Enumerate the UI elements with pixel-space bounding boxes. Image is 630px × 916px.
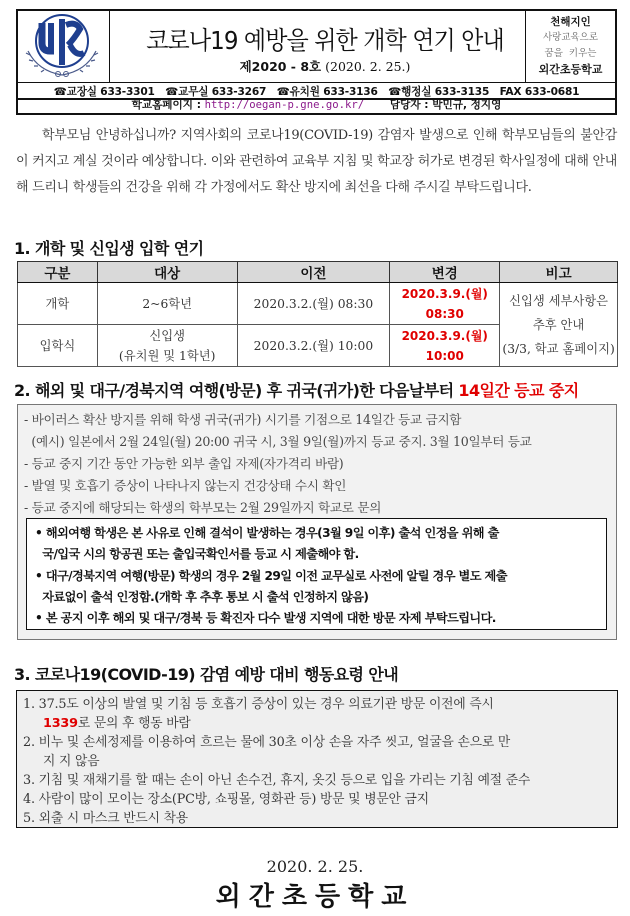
issue-number: 제2020 - 8호: [239, 59, 322, 74]
contact-label: 교장실: [66, 86, 97, 98]
guideline-item: 3. 기침 및 재채기를 할 때는 손이 아닌 손수건, 휴지, 옷깃 등으로 입을 가리는 기침 예절 준수: [23, 773, 531, 788]
school-emblem-icon: [18, 11, 106, 79]
homepage-label: 학교홈페이지 :: [131, 99, 201, 111]
footer-date: 2020. 2. 25.: [266, 857, 364, 876]
cell-after: [390, 325, 500, 367]
col-header-before: 이전: [237, 262, 390, 283]
contact-person-label: 담당자 :: [389, 99, 429, 111]
note-line: 신입생 세부사항은: [509, 293, 609, 308]
contact-number: 633-3301: [100, 86, 155, 98]
section-2-title-text: 2. 해외 및 대구/경북지역 여행(방문) 후 귀국(귀가)한 다음날부터: [14, 381, 459, 400]
issue-line: [109, 57, 541, 75]
cell-before: 2020.3.2.(월) 08:30: [237, 283, 390, 325]
cell-target: [97, 325, 237, 367]
phone-icon: ☎: [388, 86, 402, 98]
document-title: 코로나19 예방을 위한 개학 연기 안내: [146, 26, 504, 55]
letterhead-top-row: [18, 11, 615, 83]
info-item: - 바이러스 확산 방지를 위해 학생 귀국(귀가) 시기를 기점으로 14일간 등교 금지함: [24, 412, 462, 427]
notice-line: 자료없이 출석 인정함.(개학 후 추후 통보 시 출석 인정하지 않음): [35, 590, 369, 604]
contact-person: 박민규, 정지영: [432, 99, 502, 111]
info-item: (예시) 일본에서 2월 24일(월) 20:00 귀국 시, 3월 9일(월)까지 등교 중지. 3월 10일부터 등교: [24, 434, 532, 449]
guideline-item-continued: 지 지 않음: [43, 754, 100, 769]
contact-label: 교무실: [178, 86, 209, 98]
contact-label: 유치원: [289, 86, 320, 98]
cell-type: 입학식: [18, 325, 98, 367]
guideline-item: 4. 사람이 많이 모이는 장소(PC방, 쇼핑몰, 영화관 등) 방문 및 병문안 금지: [23, 792, 429, 807]
after-date: 2020.3.9.(월): [401, 286, 488, 301]
info-item: - 발열 및 호흡기 증상이 나타나지 않는지 건강상태 수시 확인: [24, 478, 347, 493]
target-line: 신입생: [149, 328, 185, 343]
section-2-title: [14, 378, 579, 401]
section-2-title-highlight: 14일간 등교 중지: [458, 381, 579, 400]
target-line: (유치원 및 1학년): [118, 348, 216, 363]
letterhead-right-border: [615, 95, 617, 115]
motto-line-1: 천해지인: [550, 16, 591, 28]
hotline-number: 1339: [43, 716, 78, 731]
col-header-target: 대상: [97, 262, 237, 283]
cell-after: [390, 283, 500, 325]
issue-date: (2020. 2. 25.): [325, 59, 411, 74]
info-item: - 등교 중지 기간 동안 가능한 외부 출입 자제(자가격리 바람): [24, 456, 344, 471]
fax-number: 633-0681: [524, 86, 580, 98]
phone-icon: ☎: [165, 86, 179, 98]
footer-school-name: 외간초등학교: [215, 882, 415, 912]
notice-line: • 대구/경북지역 여행(방문) 학생의 경우 2월 29일 이전 교무실로 사전에 알릴 경우 별도 제출: [35, 569, 507, 583]
title-cell: [109, 11, 541, 82]
contact-number: 633-3135: [434, 86, 490, 98]
letterhead-left-border: [16, 95, 18, 115]
guideline-item: 5. 외출 시 마스크 반드시 착용: [23, 811, 188, 826]
homepage-link[interactable]: http://oegan-p.gne.go.kr/: [204, 99, 365, 111]
note-line: 추후 안내: [532, 317, 585, 332]
phone-icon: ☎: [276, 86, 290, 98]
guideline-item-continued: [43, 712, 191, 731]
schedule-table: [17, 261, 618, 367]
contact-number: 633-3267: [211, 86, 267, 98]
contact-number: 633-3136: [323, 86, 378, 98]
section-1-title: 1. 개학 및 신입생 입학 연기: [14, 239, 204, 258]
cell-type: 개학: [18, 283, 98, 325]
quarantine-info-box: [17, 404, 617, 640]
motto-school-name: 외간초등학교: [538, 63, 603, 76]
school-emblem-cell: [18, 11, 110, 82]
after-time: 10:00: [425, 348, 464, 363]
intro-paragraph: 학부모님 안녕하십니까? 지역사회의 코로나19(COVID-19) 감염자 발생으로 인해 학부모님들의 불안감이 커지고 계실 것이라 예상합니다. 이와 관련하여 교육부 지침 및 학교장 허가로 변경된 학사일정에 대해 안내해 드리니 학생들의 건강을 위해 각 가정에서도 확산 방지에 최선을 다해 주시길 부탁드립니다.: [16, 128, 617, 195]
notice-line: 국/입국 시의 항공권 또는 출입국확인서를 등교 시 제출해야 함.: [35, 547, 359, 561]
col-header-after: 변경: [390, 262, 500, 283]
notice-line: • 해외여행 학생은 본 사유로 인해 결석이 발생하는 경우(3월 9일 이후) 출석 인정을 위해 출: [35, 526, 499, 540]
col-header-note: 비고: [500, 262, 618, 283]
cell-target: 2~6학년: [97, 283, 237, 325]
note-line: (3/3, 학교 홈페이지): [502, 341, 615, 356]
table-row: [18, 283, 618, 325]
attendance-notice-box: [26, 518, 607, 630]
guideline-text: 로 문의 후 행동 바람: [77, 716, 191, 731]
after-date: 2020.3.9.(월): [401, 328, 488, 343]
guideline-item: 2. 비누 및 손세정제를 이용하여 흐르는 물에 30초 이상 손을 자주 씻고, 얼굴을 손으로 만: [23, 735, 511, 750]
prevention-guidelines-box: [16, 690, 618, 828]
section-3-title: 3. 코로나19(COVID-19) 감염 예방 대비 행동요령 안내: [14, 665, 399, 684]
guideline-item: 1. 37.5도 이상의 발열 및 기침 등 호흡기 증상이 있는 경우 의료기관 방문 이전에 즉시: [23, 697, 494, 712]
notice-line: • 본 공지 이후 해외 및 대구/경북 등 확진자 다수 발생 지역에 대한 방문 자제 부탁드립니다.: [35, 611, 496, 625]
letterhead: [16, 9, 617, 100]
motto-line-2: 사랑교육으로: [542, 32, 599, 43]
contact-label: 행정실: [401, 86, 432, 98]
cell-note: [500, 283, 618, 367]
letterhead-bottom-border: [16, 113, 617, 115]
info-item: - 등교 중지에 해당되는 학생의 학부모는 2월 29일까지 학교로 문의: [24, 500, 382, 515]
phone-icon: ☎: [53, 86, 67, 98]
col-header-type: 구분: [18, 262, 98, 283]
homepage-line: [16, 97, 617, 112]
table-header-row: [18, 262, 618, 283]
school-motto: [525, 11, 615, 82]
after-time: 08:30: [425, 306, 464, 321]
fax-label: FAX: [499, 86, 522, 98]
cell-before: 2020.3.2.(월) 10:00: [237, 325, 390, 367]
motto-line-3: 꿈을 키우는: [544, 48, 597, 59]
